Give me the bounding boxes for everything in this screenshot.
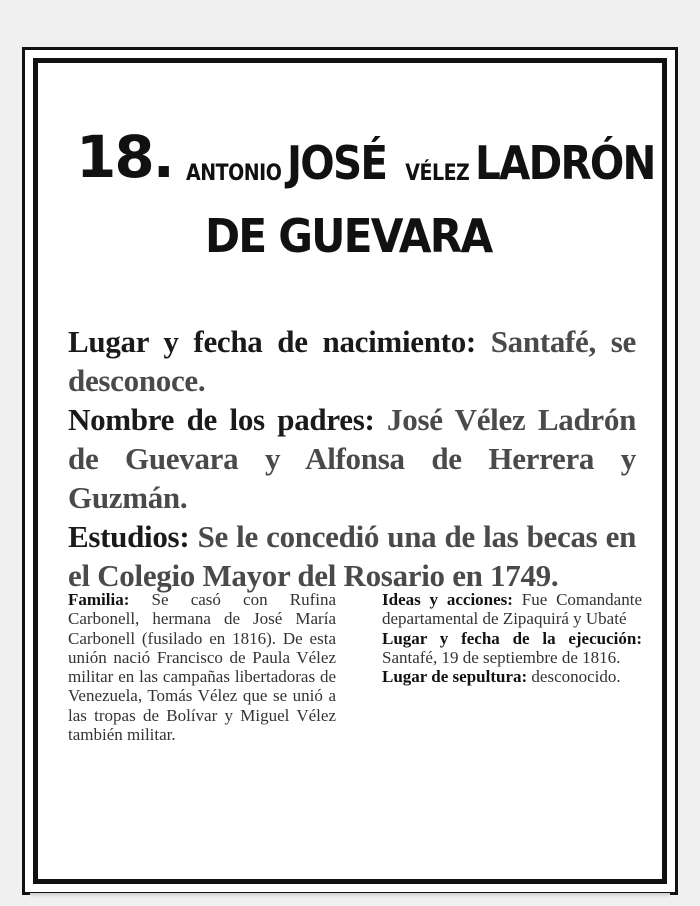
left-column	[68, 590, 336, 744]
entry-number: 18.	[76, 123, 173, 191]
name-line-1	[186, 136, 679, 190]
family-value: Se casó con Rufina Carbonell, hermana de José María Carbonell (fusilado en 1816). De esta unión nació Francisco de Paula Vélez militar en las campañas libertadoras de Venezuela, Tomás Vélez que se unió a las tropas de Bolívar y Miguel Vélez también militar.	[68, 590, 337, 745]
name-surname-2: LADRÓN	[474, 136, 655, 190]
execution-paragraph	[382, 629, 642, 668]
burial-label: Lugar de sepultura:	[382, 667, 528, 687]
parents-value: José Vélez Ladrón de Guevara y Alfonsa de Herrera y Guzmán.	[68, 402, 637, 515]
ideas-value: Fue Comandante departamental de Zipaquirá y Ubaté	[382, 590, 642, 629]
ideas-paragraph	[382, 590, 642, 629]
name-second: JOSÉ	[286, 136, 387, 190]
main-info	[68, 322, 636, 595]
parents-paragraph	[68, 400, 636, 517]
birth-label: Lugar y fecha de nacimiento:	[68, 324, 476, 359]
studies-value: Se le concedió una de las becas en el Colegio Mayor del Rosario en 1749.	[68, 519, 637, 593]
studies-label: Estudios:	[68, 519, 190, 554]
execution-label: Lugar y fecha de la ejecución:	[382, 628, 642, 648]
family-paragraph	[68, 590, 336, 744]
birth-value: Santafé, se desconoce.	[68, 324, 636, 398]
name-surname-1: VÉLEZ	[405, 160, 470, 186]
studies-paragraph	[68, 517, 636, 595]
parents-label: Nombre de los padres:	[68, 402, 375, 437]
execution-value: Santafé, 19 de septiembre de 1816.	[382, 647, 621, 667]
family-label: Familia:	[68, 590, 130, 609]
page-shadow	[30, 893, 670, 898]
name-line-2: DE GUEVARA	[205, 209, 492, 263]
ideas-label: Ideas y acciones:	[382, 590, 513, 609]
name-first: ANTONIO	[186, 160, 282, 186]
birth-paragraph	[68, 322, 636, 400]
right-column	[382, 590, 642, 686]
burial-value: desconocido.	[531, 667, 621, 687]
burial-paragraph	[382, 667, 642, 686]
